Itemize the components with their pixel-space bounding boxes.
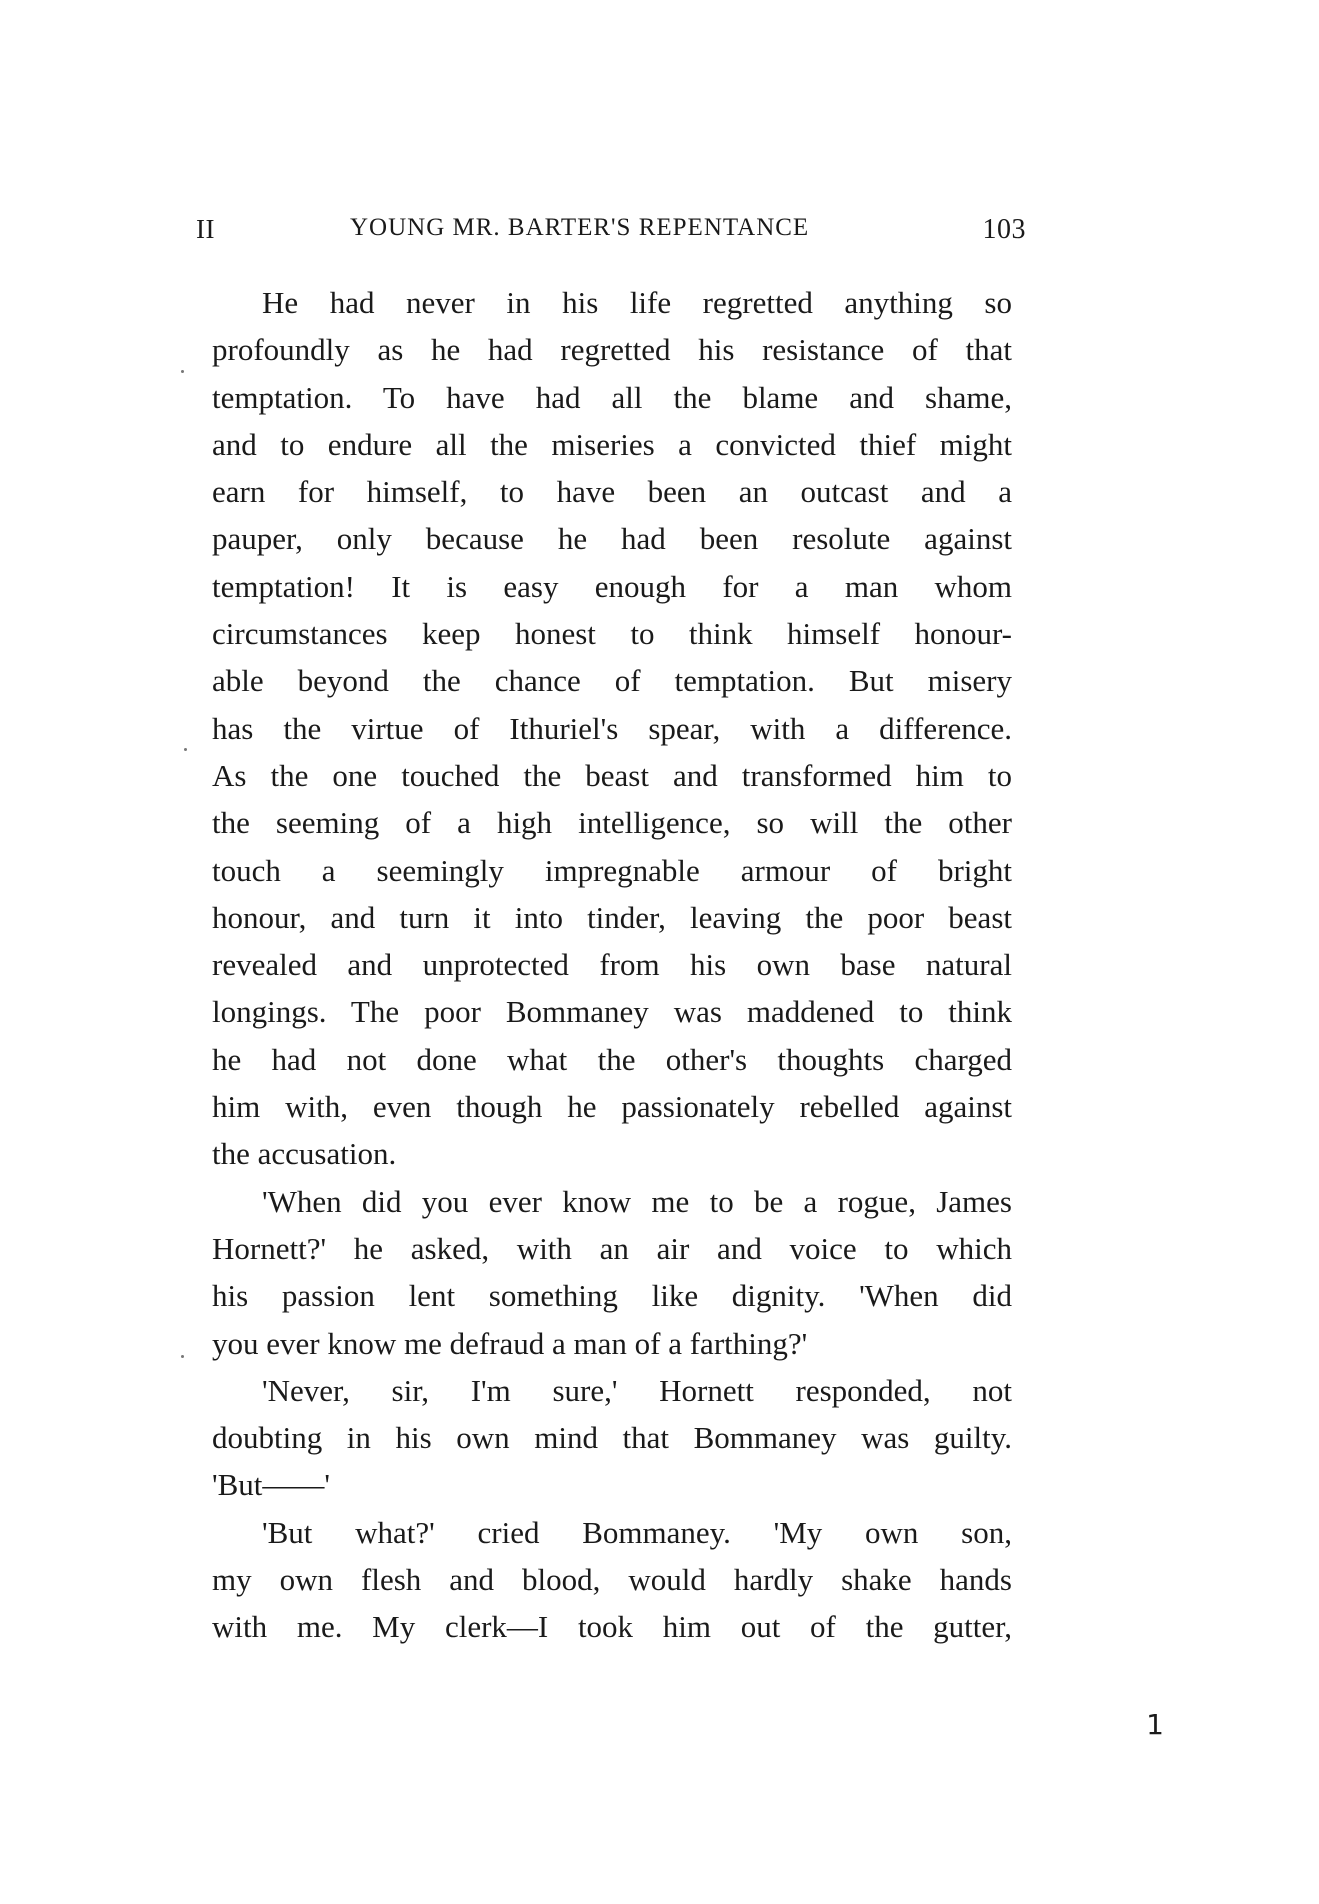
text-line: 'But——'	[212, 1467, 330, 1503]
text-line: you ever know me defraud a man of a farthing?'	[212, 1325, 808, 1361]
scan-speck	[184, 748, 187, 751]
text-line: longings. The poor Bommaney was maddened to think	[212, 994, 1012, 1030]
text-line: 'Never, sir, I'm sure,' Hornett responded, not	[262, 1372, 1012, 1408]
text-line: temptation. To have had all the blame and shame,	[212, 379, 1012, 415]
text-line: Hornett?' he asked, with an air and voice to which	[212, 1230, 1012, 1266]
text-line: has the virtue of Ithuriel's spear, with a difference.	[212, 710, 1012, 746]
text-line: able beyond the chance of temptation. But misery	[212, 663, 1012, 699]
text-line: He had never in his life regretted anything so	[262, 285, 1012, 320]
body-text	[212, 279, 1012, 1651]
scan-speck	[181, 370, 184, 373]
text-line: As the one touched the beast and transformed him to	[212, 757, 1012, 793]
text-line: temptation! It is easy enough for a man whom	[212, 568, 1012, 604]
text-line: honour, and turn it into tinder, leaving the poor beast	[212, 899, 1012, 935]
text-line: touch a seemingly impregnable armour of bright	[212, 852, 1012, 888]
footer-mark: 1	[1146, 1708, 1164, 1741]
chapter-number: II	[196, 214, 215, 244]
scan-speck	[181, 1355, 184, 1358]
text-line: the accusation.	[212, 1136, 397, 1172]
text-line: the seeming of a high intelligence, so will the other	[212, 805, 1012, 841]
text-line: circumstances keep honest to think himself honour-	[212, 616, 1012, 652]
running-title: YOUNG MR. BARTER'S REPENTANCE	[350, 214, 810, 241]
text-line: 'When did you ever know me to be a rogue, James	[262, 1183, 1012, 1219]
text-line: and to endure all the miseries a convicted thief might	[212, 426, 1012, 462]
text-line: earn for himself, to have been an outcast and a	[212, 474, 1012, 510]
text-line: him with, even though he passionately rebelled against	[212, 1089, 1012, 1125]
text-line: revealed and unprotected from his own base natural	[212, 947, 1012, 983]
text-line: with me. My clerk—I took him out of the gutter,	[212, 1609, 1012, 1645]
running-header	[196, 214, 1026, 254]
text-line: his passion lent something like dignity. 'When did	[212, 1278, 1012, 1314]
text-line: my own flesh and blood, would hardly shake hands	[212, 1562, 1012, 1598]
text-line: 'But what?' cried Bommaney. 'My own son,	[262, 1514, 1012, 1550]
text-line: pauper, only because he had been resolute against	[212, 521, 1012, 557]
text-line: doubting in his own mind that Bommaney was guilty.	[212, 1420, 1012, 1456]
text-line: he had not done what the other's thoughts charged	[212, 1041, 1012, 1077]
text-line: profoundly as he had regretted his resistance of that	[212, 332, 1012, 368]
page-number: 103	[982, 214, 1026, 245]
